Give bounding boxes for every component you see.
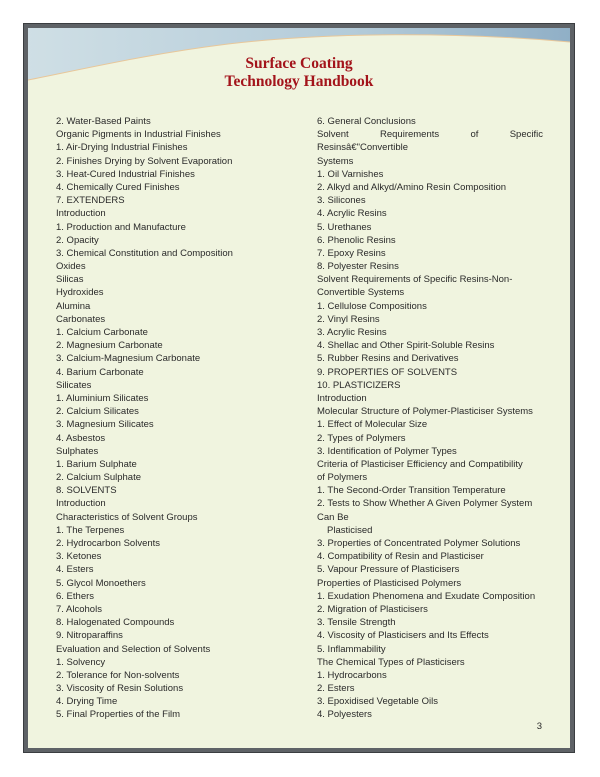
toc-line: 8. SOLVENTS bbox=[56, 485, 117, 497]
toc-line: Organic Pigments in Industrial Finishes bbox=[56, 129, 221, 141]
toc-line: 1. Oil Varnishes bbox=[317, 168, 384, 180]
toc-line: 5. Vapour Pressure of Plasticisers bbox=[317, 564, 460, 576]
page-title bbox=[28, 55, 570, 91]
title-line-2: Technology Handbook bbox=[224, 73, 374, 90]
page-number: 3 bbox=[536, 721, 542, 732]
toc-line: 1. Exudation Phenomena and Exudate Composition bbox=[317, 590, 536, 602]
toc-line: 2. Migration of Plasticisers bbox=[317, 603, 428, 615]
toc-line: 2. Finishes Drying by Solvent Evaporation bbox=[56, 155, 233, 167]
toc-line: The Chemical Types of Plasticisers bbox=[317, 656, 465, 668]
toc-line: 1. Calcium Carbonate bbox=[56, 327, 148, 338]
toc-line: 1. The Second-Order Transition Temperature bbox=[317, 485, 506, 497]
toc-line: 7. Epoxy Resins bbox=[317, 247, 386, 259]
toc-line: Carbonates bbox=[56, 313, 106, 325]
toc-line: 2. Esters bbox=[317, 683, 355, 695]
left-column bbox=[56, 115, 311, 722]
toc-line: 4. Acrylic Resins bbox=[317, 208, 387, 220]
toc-line: 3. Properties of Concentrated Polymer Solutions bbox=[317, 538, 521, 549]
toc-line: 2. Tests to Show Whether A Given Polymer System bbox=[317, 498, 533, 510]
right-column-rest bbox=[317, 141, 543, 721]
toc-line: 3. Chemical Constitution and Composition bbox=[56, 247, 233, 259]
toc-line: Silicates bbox=[56, 379, 92, 391]
toc-line: 2. Vinyl Resins bbox=[317, 313, 380, 325]
title-line-1: Surface Coating bbox=[245, 55, 353, 72]
toc-line: 4. Asbestos bbox=[56, 432, 106, 444]
toc-line: Hydroxides bbox=[56, 287, 104, 299]
toc-line: 9. Nitroparaffins bbox=[56, 630, 123, 642]
toc-line: Can Be bbox=[317, 511, 349, 523]
toc-line: Alumina bbox=[56, 300, 91, 312]
toc-line: 5. Urethanes bbox=[317, 221, 372, 233]
toc-line: Solvent Requirements of Specific Resins-Non- bbox=[317, 274, 513, 286]
toc-line: 3. Silicones bbox=[317, 195, 366, 207]
toc-line: 1. Hydrocarbons bbox=[317, 669, 387, 681]
toc-line: 2. Alkyd and Alkyd/Amino Resin Composition bbox=[317, 181, 507, 193]
page-frame bbox=[24, 24, 574, 752]
toc-line: 2. Hydrocarbon Solvents bbox=[56, 538, 161, 549]
toc-line: 3. Tensile Strength bbox=[317, 617, 396, 629]
toc-line: 2. Calcium Silicates bbox=[56, 406, 139, 418]
toc-line: 1. Aluminium Silicates bbox=[56, 392, 149, 404]
toc-word: of bbox=[470, 129, 479, 141]
toc-line: 2. Magnesium Carbonate bbox=[56, 340, 163, 352]
toc-line: Plasticised bbox=[327, 524, 373, 536]
right-column bbox=[317, 115, 543, 722]
toc-line: Convertible Systems bbox=[317, 287, 405, 299]
toc-line: 6. General Conclusions bbox=[317, 116, 416, 127]
toc-line: Systems bbox=[317, 155, 354, 167]
toc-line: 3. Heat-Cured Industrial Finishes bbox=[56, 168, 195, 180]
toc-line: 3. Acrylic Resins bbox=[317, 327, 387, 338]
toc-line: 3. Epoxidised Vegetable Oils bbox=[317, 696, 438, 708]
toc-line: Introduction bbox=[317, 392, 367, 404]
document-page bbox=[28, 28, 570, 748]
toc-line: 2. Calcium Sulphate bbox=[56, 472, 142, 484]
toc-line: 4. Chemically Cured Finishes bbox=[56, 181, 180, 193]
toc-line: of Polymers bbox=[317, 472, 368, 484]
toc-line: 1. Air-Drying Industrial Finishes bbox=[56, 142, 188, 154]
toc-line: 3. Identification of Polymer Types bbox=[317, 445, 457, 457]
toc-line-justified bbox=[317, 128, 543, 141]
toc-line: 4. Drying Time bbox=[56, 696, 118, 708]
toc-line: 5. Inflammability bbox=[317, 643, 386, 655]
toc-line: 2. Types of Polymers bbox=[317, 432, 406, 444]
toc-line: Silicas bbox=[56, 274, 84, 286]
toc-line: 3. Magnesium Silicates bbox=[56, 419, 154, 431]
toc-line: 1. Solvency bbox=[56, 656, 106, 668]
toc-line: 4. Viscosity of Plasticisers and Its Effects bbox=[317, 630, 489, 642]
toc-line: 3. Ketones bbox=[56, 551, 102, 563]
toc-line: 1. Cellulose Compositions bbox=[317, 300, 427, 312]
toc-line: 5. Rubber Resins and Derivatives bbox=[317, 353, 459, 365]
toc-line: 4. Esters bbox=[56, 564, 94, 576]
toc-line: Criteria of Plasticiser Efficiency and Compatibility bbox=[317, 458, 523, 470]
toc-line: 4. Compatibility of Resin and Plasticiser bbox=[317, 551, 484, 563]
toc-line: Properties of Plasticised Polymers bbox=[317, 577, 462, 589]
toc-line: 3. Viscosity of Resin Solutions bbox=[56, 683, 184, 695]
toc-line: Sulphates bbox=[56, 445, 99, 457]
toc-line: 5. Glycol Monoethers bbox=[56, 577, 146, 589]
toc-line: 4. Shellac and Other Spirit-Soluble Resins bbox=[317, 340, 495, 352]
toc-line: Introduction bbox=[56, 208, 106, 220]
toc-word: Solvent bbox=[317, 129, 349, 141]
toc-line: Oxides bbox=[56, 261, 86, 273]
toc-line: 4. Polyesters bbox=[317, 709, 372, 721]
toc-line: 1. Production and Manufacture bbox=[56, 221, 186, 233]
toc-line: 4. Barium Carbonate bbox=[56, 366, 144, 378]
toc-line: Introduction bbox=[56, 498, 106, 510]
toc-line: 9. PROPERTIES OF SOLVENTS bbox=[317, 366, 458, 378]
toc-line: 3. Calcium-Magnesium Carbonate bbox=[56, 353, 201, 365]
toc-line: Molecular Structure of Polymer-Plasticiser Systems bbox=[317, 406, 533, 418]
toc-line: 6. Ethers bbox=[56, 590, 95, 602]
toc-word: Specific bbox=[509, 129, 543, 141]
toc-line: 6. Phenolic Resins bbox=[317, 234, 396, 246]
toc-line: Evaluation and Selection of Solvents bbox=[56, 643, 211, 655]
toc-line: 1. Barium Sulphate bbox=[56, 458, 137, 470]
toc-word: Requirements bbox=[380, 129, 440, 141]
toc-line: 1. Effect of Molecular Size bbox=[317, 419, 428, 431]
toc-line: 5. Final Properties of the Film bbox=[56, 709, 181, 721]
toc-line: Characteristics of Solvent Groups bbox=[56, 511, 198, 523]
toc-line: 8. Halogenated Compounds bbox=[56, 617, 175, 629]
toc-line: 7. EXTENDERS bbox=[56, 195, 125, 207]
toc-line: 8. Polyester Resins bbox=[317, 261, 399, 273]
toc-line: 10. PLASTICIZERS bbox=[317, 379, 401, 391]
toc-line: 2. Opacity bbox=[56, 234, 99, 246]
toc-line: 7. Alcohols bbox=[56, 603, 102, 615]
toc-line: Resinsâ€"Convertible bbox=[317, 142, 409, 154]
toc-line: 2. Water-Based Paints bbox=[56, 116, 151, 127]
toc-line: 2. Tolerance for Non-solvents bbox=[56, 669, 180, 681]
toc-line: 1. The Terpenes bbox=[56, 524, 125, 536]
